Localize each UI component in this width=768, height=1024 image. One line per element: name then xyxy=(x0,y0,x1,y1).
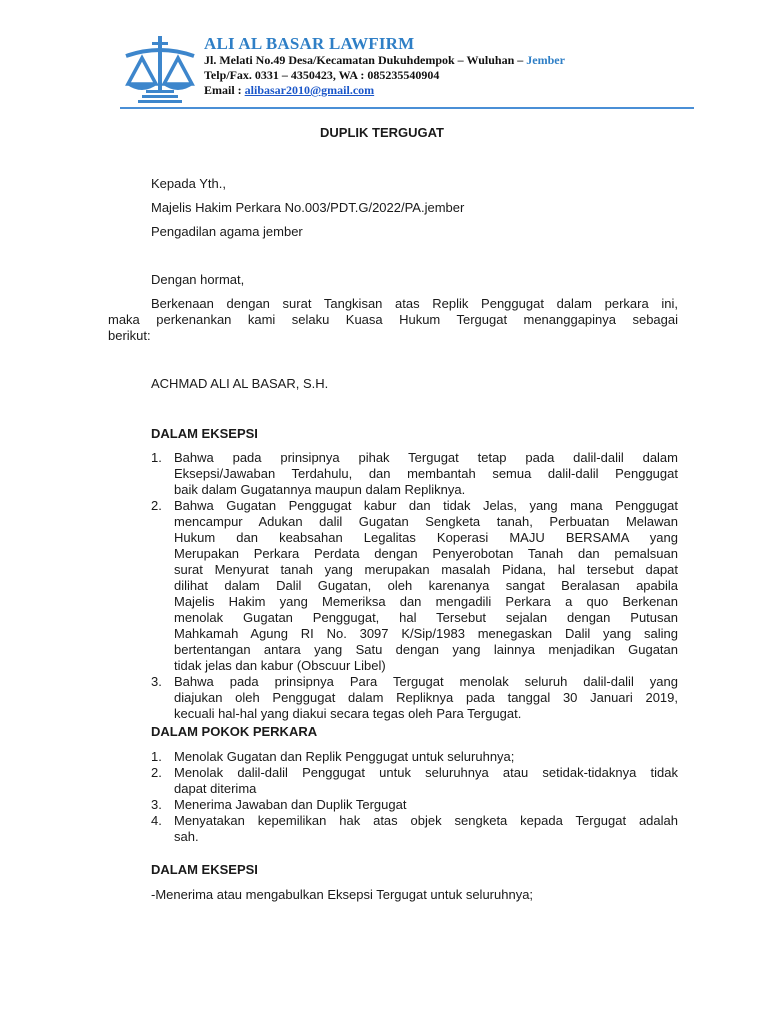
list-item-line: Menerima Jawaban dan Duplik Tergugat xyxy=(174,797,407,812)
list-item-line: surat Menyurat tanah yang merupakan masalah Pidana, hal tersebut dapat xyxy=(174,562,678,577)
list-item xyxy=(151,797,678,813)
list-item xyxy=(151,765,678,797)
list-item-line: kecuali hal-hal yang diakui secara tegas oleh Para Tergugat. xyxy=(174,706,522,721)
list-item-line: tidak jelas dan kabur (Obscuur Libel) xyxy=(174,658,386,673)
list-item xyxy=(151,674,678,722)
list-item xyxy=(151,450,678,498)
intro-line-2: maka perkenankan kami selaku Kuasa Hukum Tergugat menanggapinya sebagai xyxy=(108,312,678,327)
greeting: Dengan hormat, xyxy=(151,272,245,287)
signatory-name: ACHMAD ALI AL BASAR, S.H. xyxy=(151,376,329,391)
list-item-line: Merupakan Perkara Perdata dengan Penyerobotan Tanah dan pemalsuan xyxy=(174,546,678,561)
list-item-line: Menyatakan kepemilikan hak atas objek sengketa kepada Tergugat adalah xyxy=(174,813,678,828)
section-heading-eksepsi: DALAM EKSEPSI xyxy=(151,426,258,441)
firm-name: ALI AL BASAR LAWFIRM xyxy=(204,34,415,53)
list-item xyxy=(151,813,678,845)
address-city: Jember xyxy=(526,53,565,67)
list-item-line: Majelis Hakim yang Memeriksa dan mengadili Perkara a quo Berkenan xyxy=(174,594,678,609)
email-line: Email : alibasar2010@gmail.com xyxy=(204,83,375,97)
intro-line-3: berikut: xyxy=(108,328,151,343)
list-item-line: Menolak Gugatan dan Replik Penggugat untuk seluruhnya; xyxy=(174,749,515,764)
list-item-line: Eksepsi/Jawaban Terdahulu, dan membantah semua dalil-dalil Penggugat xyxy=(174,466,678,481)
list-item-number: 3. xyxy=(151,797,162,812)
list-item-line: menolak Gugatan Penggugat, hal Tersebut sejalan dengan Putusan xyxy=(174,610,678,625)
list-item-line: Bahwa pada prinsipnya Para Tergugat menolak seluruh dalil-dalil yang xyxy=(174,674,678,689)
list-item-line: sah. xyxy=(174,829,199,844)
recipient-salutation: Kepada Yth., xyxy=(151,176,226,191)
section-heading-pokok-perkara: DALAM POKOK PERKARA xyxy=(151,724,318,739)
email-link[interactable]: alibasar2010@gmail.com xyxy=(244,83,375,97)
recipient-line-2: Pengadilan agama jember xyxy=(151,224,303,239)
list-item-number: 3. xyxy=(151,674,162,689)
list-item-number: 1. xyxy=(151,749,162,764)
list-item-number: 1. xyxy=(151,450,162,465)
list-item xyxy=(151,498,678,674)
list-item-line: mencampur Adukan dalil Gugatan Sengketa tanah, Perbuatan Melawan xyxy=(174,514,678,529)
document-title: DUPLIK TERGUGAT xyxy=(320,125,444,140)
list-item-line: Hukum dan keabsahan Legalitas Koperasi MAJU BERSAMA yang xyxy=(174,530,678,545)
list-item-number: 4. xyxy=(151,813,162,828)
list-item-line: bertentangan antara yang Satu dengan yang lainnya menjadikan Gugatan xyxy=(174,642,678,657)
list-item xyxy=(151,749,678,765)
list-item-line: baik dalam Gugatannya maupun dalam Repliknya. xyxy=(174,482,466,497)
list-item-line: Mahkamah Agung RI No. 3097 K/Sip/1983 menegaskan Dalil yang saling xyxy=(174,626,678,641)
list-item-number: 2. xyxy=(151,498,162,513)
phone-line: Telp/Fax. 0331 – 4350423, WA : 085235540904 xyxy=(204,68,440,82)
list-item-number: 2. xyxy=(151,765,162,780)
intro-line-1: Berkenaan dengan surat Tangkisan atas Replik Penggugat dalam perkara ini, xyxy=(151,296,678,311)
list-item-line: Bahwa Gugatan Penggugat kabur dan tidak Jelas, yang mana Penggugat xyxy=(174,498,678,513)
list-item-line: Bahwa pada prinsipnya pihak Tergugat tetap pada dalil-dalil dalam xyxy=(174,450,678,465)
address-line: Jl. Melati No.49 Desa/Kecamatan Dukuhdempok – Wuluhan – Jember xyxy=(204,53,565,67)
list-item-line: dilihat dalam Dalil Gugatan, oleh karenanya sangat Beralasan apabila xyxy=(174,578,678,593)
pokok-perkara-list xyxy=(151,749,678,845)
list-item-line: Menolak dalil-dalil Penggugat untuk seluruhnya atau setidak-tidaknya tidak xyxy=(174,765,678,780)
eksepsi-conclusion: -Menerima atau mengabulkan Eksepsi Tergugat untuk seluruhnya; xyxy=(151,887,534,902)
list-item-line: diajukan oleh Penggugat dalam Repliknya pada tanggal 30 Januari 2019, xyxy=(174,690,678,705)
section-heading-eksepsi-2: DALAM EKSEPSI xyxy=(151,862,258,877)
eksepsi-list xyxy=(151,450,678,722)
recipient-line-1: Majelis Hakim Perkara No.003/PDT.G/2022/PA.jember xyxy=(151,200,465,215)
list-item-line: dapat diterima xyxy=(174,781,257,796)
